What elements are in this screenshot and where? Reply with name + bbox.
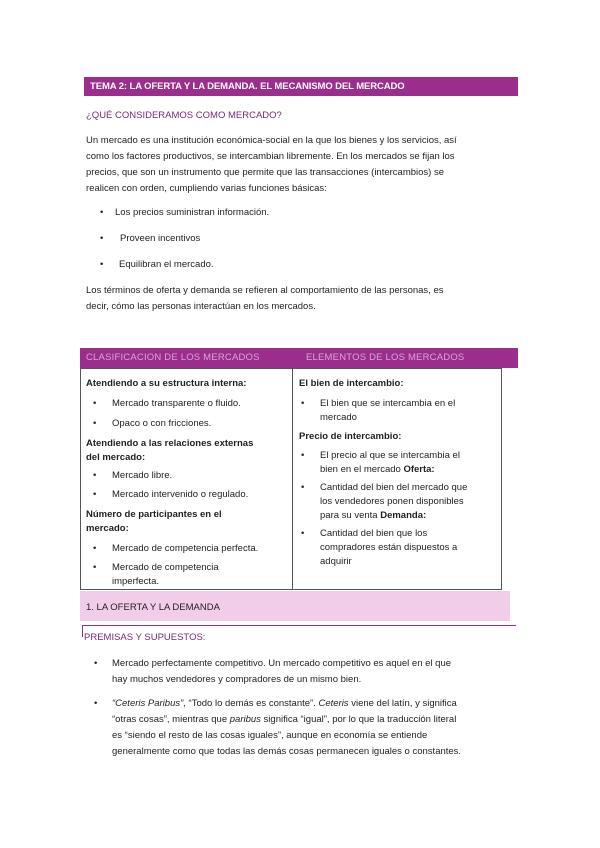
table-cell-heading: Precio de intercambio: xyxy=(299,431,402,442)
table-list-item: • Cantidad del bien que los compradores están dispuestos a adquirir xyxy=(301,528,458,567)
premisas-heading: PREMISAS Y SUPUESTOS: xyxy=(84,632,206,643)
table-list-item: • Mercado transparente o fluido. xyxy=(93,398,241,409)
bullet-icon: • xyxy=(93,489,97,500)
list-item: • Proveen incentivos xyxy=(100,233,201,244)
bullet-icon: • xyxy=(94,658,98,669)
col-header-elements: ELEMENTOS DE LOS MERCADOS xyxy=(306,352,465,363)
list-item: • Mercado perfectamente competitivo. Un mercado competitivo es aquel en el que hay muchos vendedores y compradores de un mismo bien. xyxy=(94,658,452,685)
section-subheading: ¿QUÉ CONSIDERAMOS COMO MERCADO? xyxy=(86,110,282,121)
bullet-icon: • xyxy=(301,528,305,539)
terms-line: Los términos de oferta y demanda se refieren al comportamiento de las personas, es xyxy=(86,285,444,296)
oferta-label: Oferta: xyxy=(403,464,435,475)
bullet-icon: • xyxy=(100,233,104,244)
table-list-item: • Mercado de competencia imperfecta. xyxy=(93,562,219,587)
column-divider xyxy=(292,369,293,589)
bullet-icon: • xyxy=(93,470,97,481)
section-heading: 1. LA OFERTA Y LA DEMANDA xyxy=(80,591,510,621)
bullet-icon: • xyxy=(100,259,104,270)
list-item: • Los precios suministran información. xyxy=(100,207,270,218)
bullet-icon: • xyxy=(93,562,97,573)
section-divider xyxy=(82,625,516,626)
intro-line: precios, que son un instrumento que permite que las transacciones (intercambios) se xyxy=(86,167,445,178)
list-item: • Equilibran el mercado. xyxy=(100,259,214,270)
table-list-item: • El precio al que se intercambia el bien en el mercado Oferta: xyxy=(301,450,460,475)
intro-line: como los factores productivos, se intercambian libremente. En los mercados se fijan los xyxy=(86,151,455,162)
list-item: • “Ceteris Paribus”, “Todo lo demás es constante”. Ceteris viene del latín, y significa “otras cosas”, mientras que paribus significa “igual”, por lo que la traducción literal es “siendo el resto de las cosas iguales”, aunque en economía se entiende generalmente como que todas las demás cosas permanecen iguales o constantes. xyxy=(94,698,462,757)
table-list-item: • Mercado libre. xyxy=(93,470,173,481)
table-list-item: • El bien que se intercambia en el mercado xyxy=(301,398,456,423)
table-cell-heading: Atendiendo a su estructura interna: xyxy=(86,378,247,389)
bullet-icon: • xyxy=(301,482,305,493)
intro-line: realicen con orden, cumpliendo varias funciones básicas: xyxy=(86,183,327,194)
table-list-item: • Cantidad del bien del mercado que los vendedores ponen disponibles para su venta Demanda: xyxy=(301,482,468,521)
document-title-banner: TEMA 2: LA OFERTA Y LA DEMANDA. EL MECANISMO DEL MERCADO xyxy=(84,77,518,96)
table-cell-heading: Atendiendo a las relaciones externas del mercado: xyxy=(86,438,254,463)
bullet-icon: • xyxy=(93,418,97,429)
terms-line: decir, cómo las personas interactúan en los mercados. xyxy=(86,301,316,312)
bullet-icon: • xyxy=(93,398,97,409)
table-list-item: • Mercado intervenido o regulado. xyxy=(93,489,249,500)
markets-table xyxy=(80,368,502,590)
bullet-icon: • xyxy=(100,207,104,218)
table-list-item: • Opaco o con fricciones. xyxy=(93,418,212,429)
bullet-icon: • xyxy=(301,450,305,461)
section-divider-tick xyxy=(82,625,83,637)
table-header xyxy=(80,348,518,368)
table-cell-heading: El bien de intercambio: xyxy=(299,378,404,389)
intro-line: Un mercado es una institución económica-social en la que los bienes y los servicios, así xyxy=(86,135,457,146)
demanda-label: Demanda: xyxy=(380,510,427,521)
bullet-icon: • xyxy=(93,543,97,554)
table-cell-heading: Número de participantes en el mercado: xyxy=(86,509,222,534)
bullet-icon: • xyxy=(301,398,305,409)
col-header-classification: CLASIFICACION DE LOS MERCADOS xyxy=(86,352,260,363)
table-list-item: • Mercado de competencia perfecta. xyxy=(93,543,259,554)
intro-paragraph xyxy=(86,133,516,197)
bullet-icon: • xyxy=(94,698,98,709)
terms-paragraph xyxy=(86,283,516,315)
